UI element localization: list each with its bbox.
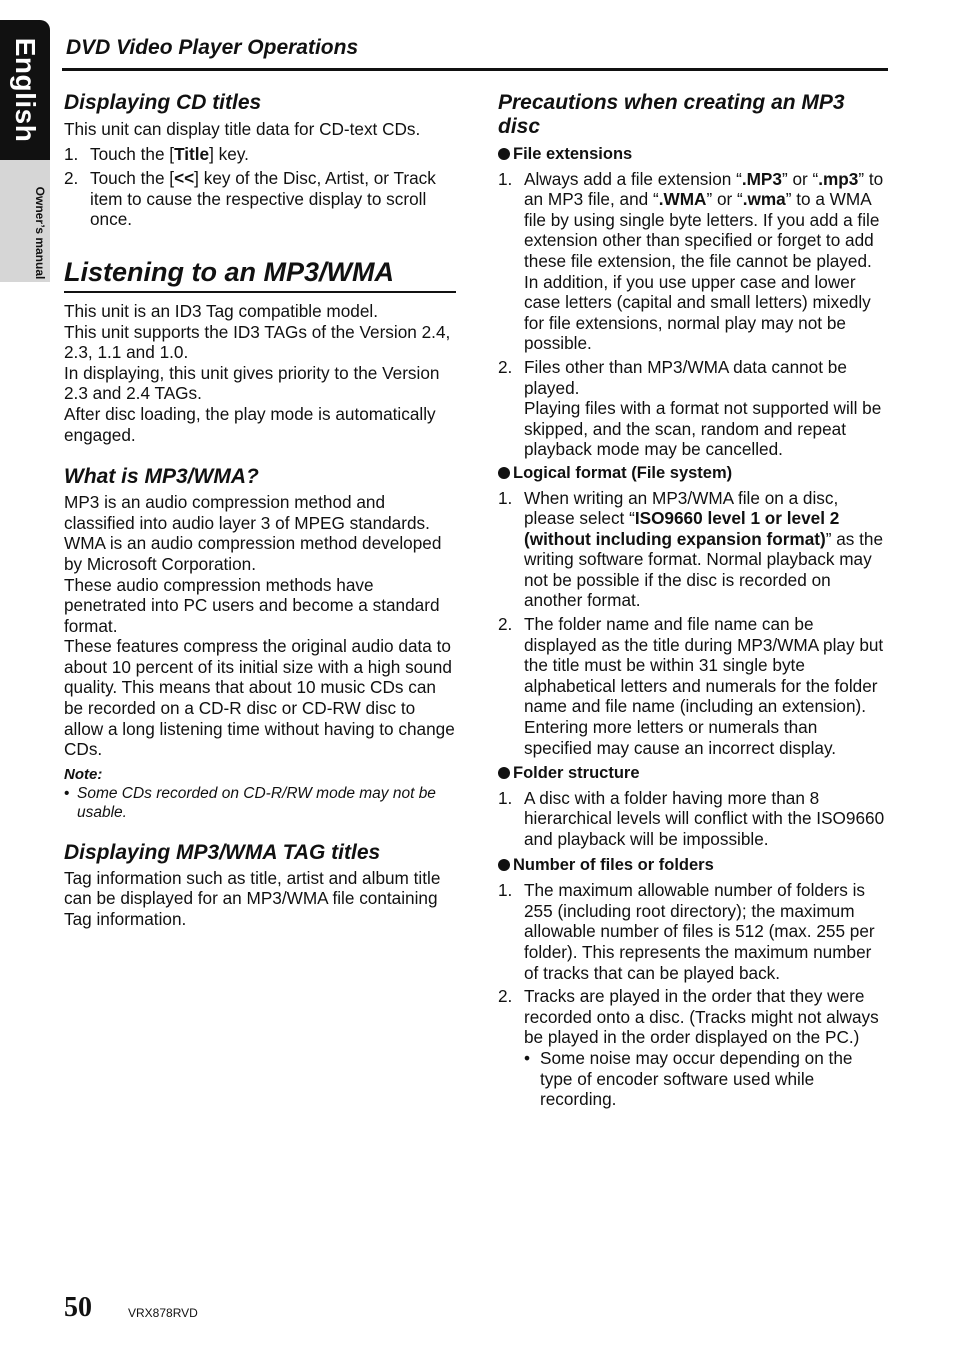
paragraph: These audio compression methods have penetrated into PC users and become a standard format. [64,574,440,636]
item-text: When writing an MP3/WMA file on a disc, please select “ [524,487,839,529]
paragraph: In displaying, this unit gives priority to the Version 2.3 and 2.4 TAGs. [64,362,440,404]
precaution-item [498,357,888,460]
step-text: ] key of the Disc, Artist, or Track item to cause the respective display to scroll once. [90,168,436,230]
item-text: ” to a WMA file by using single byte letters. If you add a file extension other than specified or forget to add these file extension, the file cannot be played. In addition, if you use upper case and lower case letters (capital and small letters) mixedly for file extensions, normal play may not be possible. [524,189,880,354]
file-extensions-label [498,144,888,165]
number-of-files-label [498,855,888,876]
right-column [498,88,888,1110]
step-item [64,144,456,165]
mp3-section-heading: Listening to an MP3/WMA [64,254,456,293]
bullet-dot-icon [498,859,510,871]
tag-titles-heading: Displaying MP3/WMA TAG titles [64,840,381,864]
item-text: Playing files with a format not supported will be skipped, and the scan, random and repeat playback mode may be cancelled. [524,398,882,460]
step-number: 2. [64,168,79,189]
step-number: 1. [64,143,79,164]
item-number: 1. [498,487,513,508]
what-is-body [64,492,456,760]
extension-mp3-upper: .MP3 [741,168,782,189]
cd-titles-steps [64,144,456,230]
folder-structure-label [498,763,888,784]
step-item [64,168,456,230]
precaution-item [498,614,888,758]
bullet-label-text: Logical format (File system) [513,463,733,482]
extension-mp3-lower: .mp3 [818,168,859,189]
precaution-item [498,169,888,354]
side-tab-language-label: English [10,37,41,143]
tag-titles-text: Tag information such as title, artist and album title can be displayed for an MP3/WMA file containing Tag information. [64,867,441,930]
item-number: 1. [498,787,513,808]
item-number: 2. [498,986,513,1007]
precaution-item [498,986,888,1110]
bullet-dot-icon [498,467,510,479]
step-text: ] key. [209,143,249,164]
sub-bullet-text: Some noise may occur depending on the type of encoder software used while recording. [540,1047,853,1110]
item-text: A disc with a folder having more than 8 hierarchical levels will conflict with the ISO9660 and playback will be impossible. [524,787,885,849]
precaution-item [498,880,888,983]
item-text: The folder name and file name can be displayed as the title during MP3/WMA play but the title must be within 31 single byte alphabetical letters and numerals for the folder name and file name (including an extension). Entering more letters or numerals than specified may cause an incorrect display. [524,614,884,758]
side-language-tab [0,20,50,282]
paragraph: These features compress the original audio data to about 10 percent of its initial size with a high sound quality. This means that about 10 music CDs can be recorded on a CD-R disc or CD-RW disc to allow a long listening time without having to change CDs. [64,636,455,760]
previous-key-icon: << [174,168,195,189]
left-column [64,88,456,930]
step-text: Touch the [ [90,168,175,189]
model-number: VRX878RVD [128,1306,198,1320]
mp3-section-body [64,301,456,445]
bullet-dot-icon [498,767,510,779]
bullet-icon: • [64,784,70,802]
header-divider [62,68,888,71]
title-key-label: Title [174,143,210,164]
note-text: Some CDs recorded on CD-R/RW mode may not be usable. [77,784,436,821]
precaution-item [498,788,888,850]
extension-wma-upper: .WMA [658,189,707,210]
precautions-heading: Precautions when creating an MP3 disc [498,91,845,138]
paragraph: WMA is an audio compression method developed by Microsoft Corporation. [64,533,442,574]
side-tab-language-block [0,20,50,160]
logical-format-label [498,463,888,484]
item-number: 2. [498,356,513,377]
item-text: The maximum allowable number of folders is 255 (including root directory); the maximum allowable number of files is 512 (max. 255 per folder). This represents the maximum number of tracks that can be played back. [524,880,875,983]
bullet-icon: • [524,1047,531,1068]
item-text: ” to an MP3 file, and “ [524,168,884,210]
bullet-label-text: File extensions [513,145,633,163]
what-is-heading: What is MP3/WMA? [64,465,259,489]
paragraph: MP3 is an audio compression method and classified into audio layer 3 of MPEG standards. [64,492,430,533]
paragraph: After disc loading, the play mode is automatically engaged. [64,403,436,445]
bullet-dot-icon [498,148,510,160]
page-number: 50 [64,1292,92,1323]
note-label: Note: [64,765,103,783]
paragraph: This unit is an ID3 Tag compatible model. [64,300,378,321]
note-item [64,784,456,822]
iso-format-label: ISO9660 level 1 or level 2 (without including expansion format) [524,508,840,549]
side-tab-manual-label: Owner’s manual [33,186,47,280]
cd-titles-heading: Displaying CD titles [64,91,262,114]
item-text: ” or “ [781,168,819,189]
paragraph: This unit supports the ID3 TAGs of the Version 2.4, 2.3, 1.1 and 1.0. [64,321,451,363]
item-number: 1. [498,168,513,189]
item-text: Tracks are played in the order that they were recorded onto a disc. (Tracks might not always be played in the order displayed on the PC.) [524,986,879,1048]
item-text: Files other than MP3/WMA data cannot be played. [524,356,847,398]
step-text: Touch the [ [90,143,175,164]
item-number: 2. [498,614,513,635]
precaution-item [498,488,888,612]
cd-titles-intro: This unit can display title data for CD-text CDs. [64,119,421,139]
item-text: ” or “ [706,189,743,210]
item-text: ” as the writing software format. Normal playback may not be possible if the disc is recorded on another format. [524,528,884,611]
sub-bullet-item [524,1048,888,1110]
extension-wma-lower: .wma [742,189,786,210]
bullet-label-text: Number of files or folders [513,855,714,874]
item-number: 1. [498,880,513,901]
item-text: Always add a file extension “ [524,168,742,189]
page-header-title: DVD Video Player Operations [66,36,359,59]
bullet-label-text: Folder structure [513,764,640,783]
